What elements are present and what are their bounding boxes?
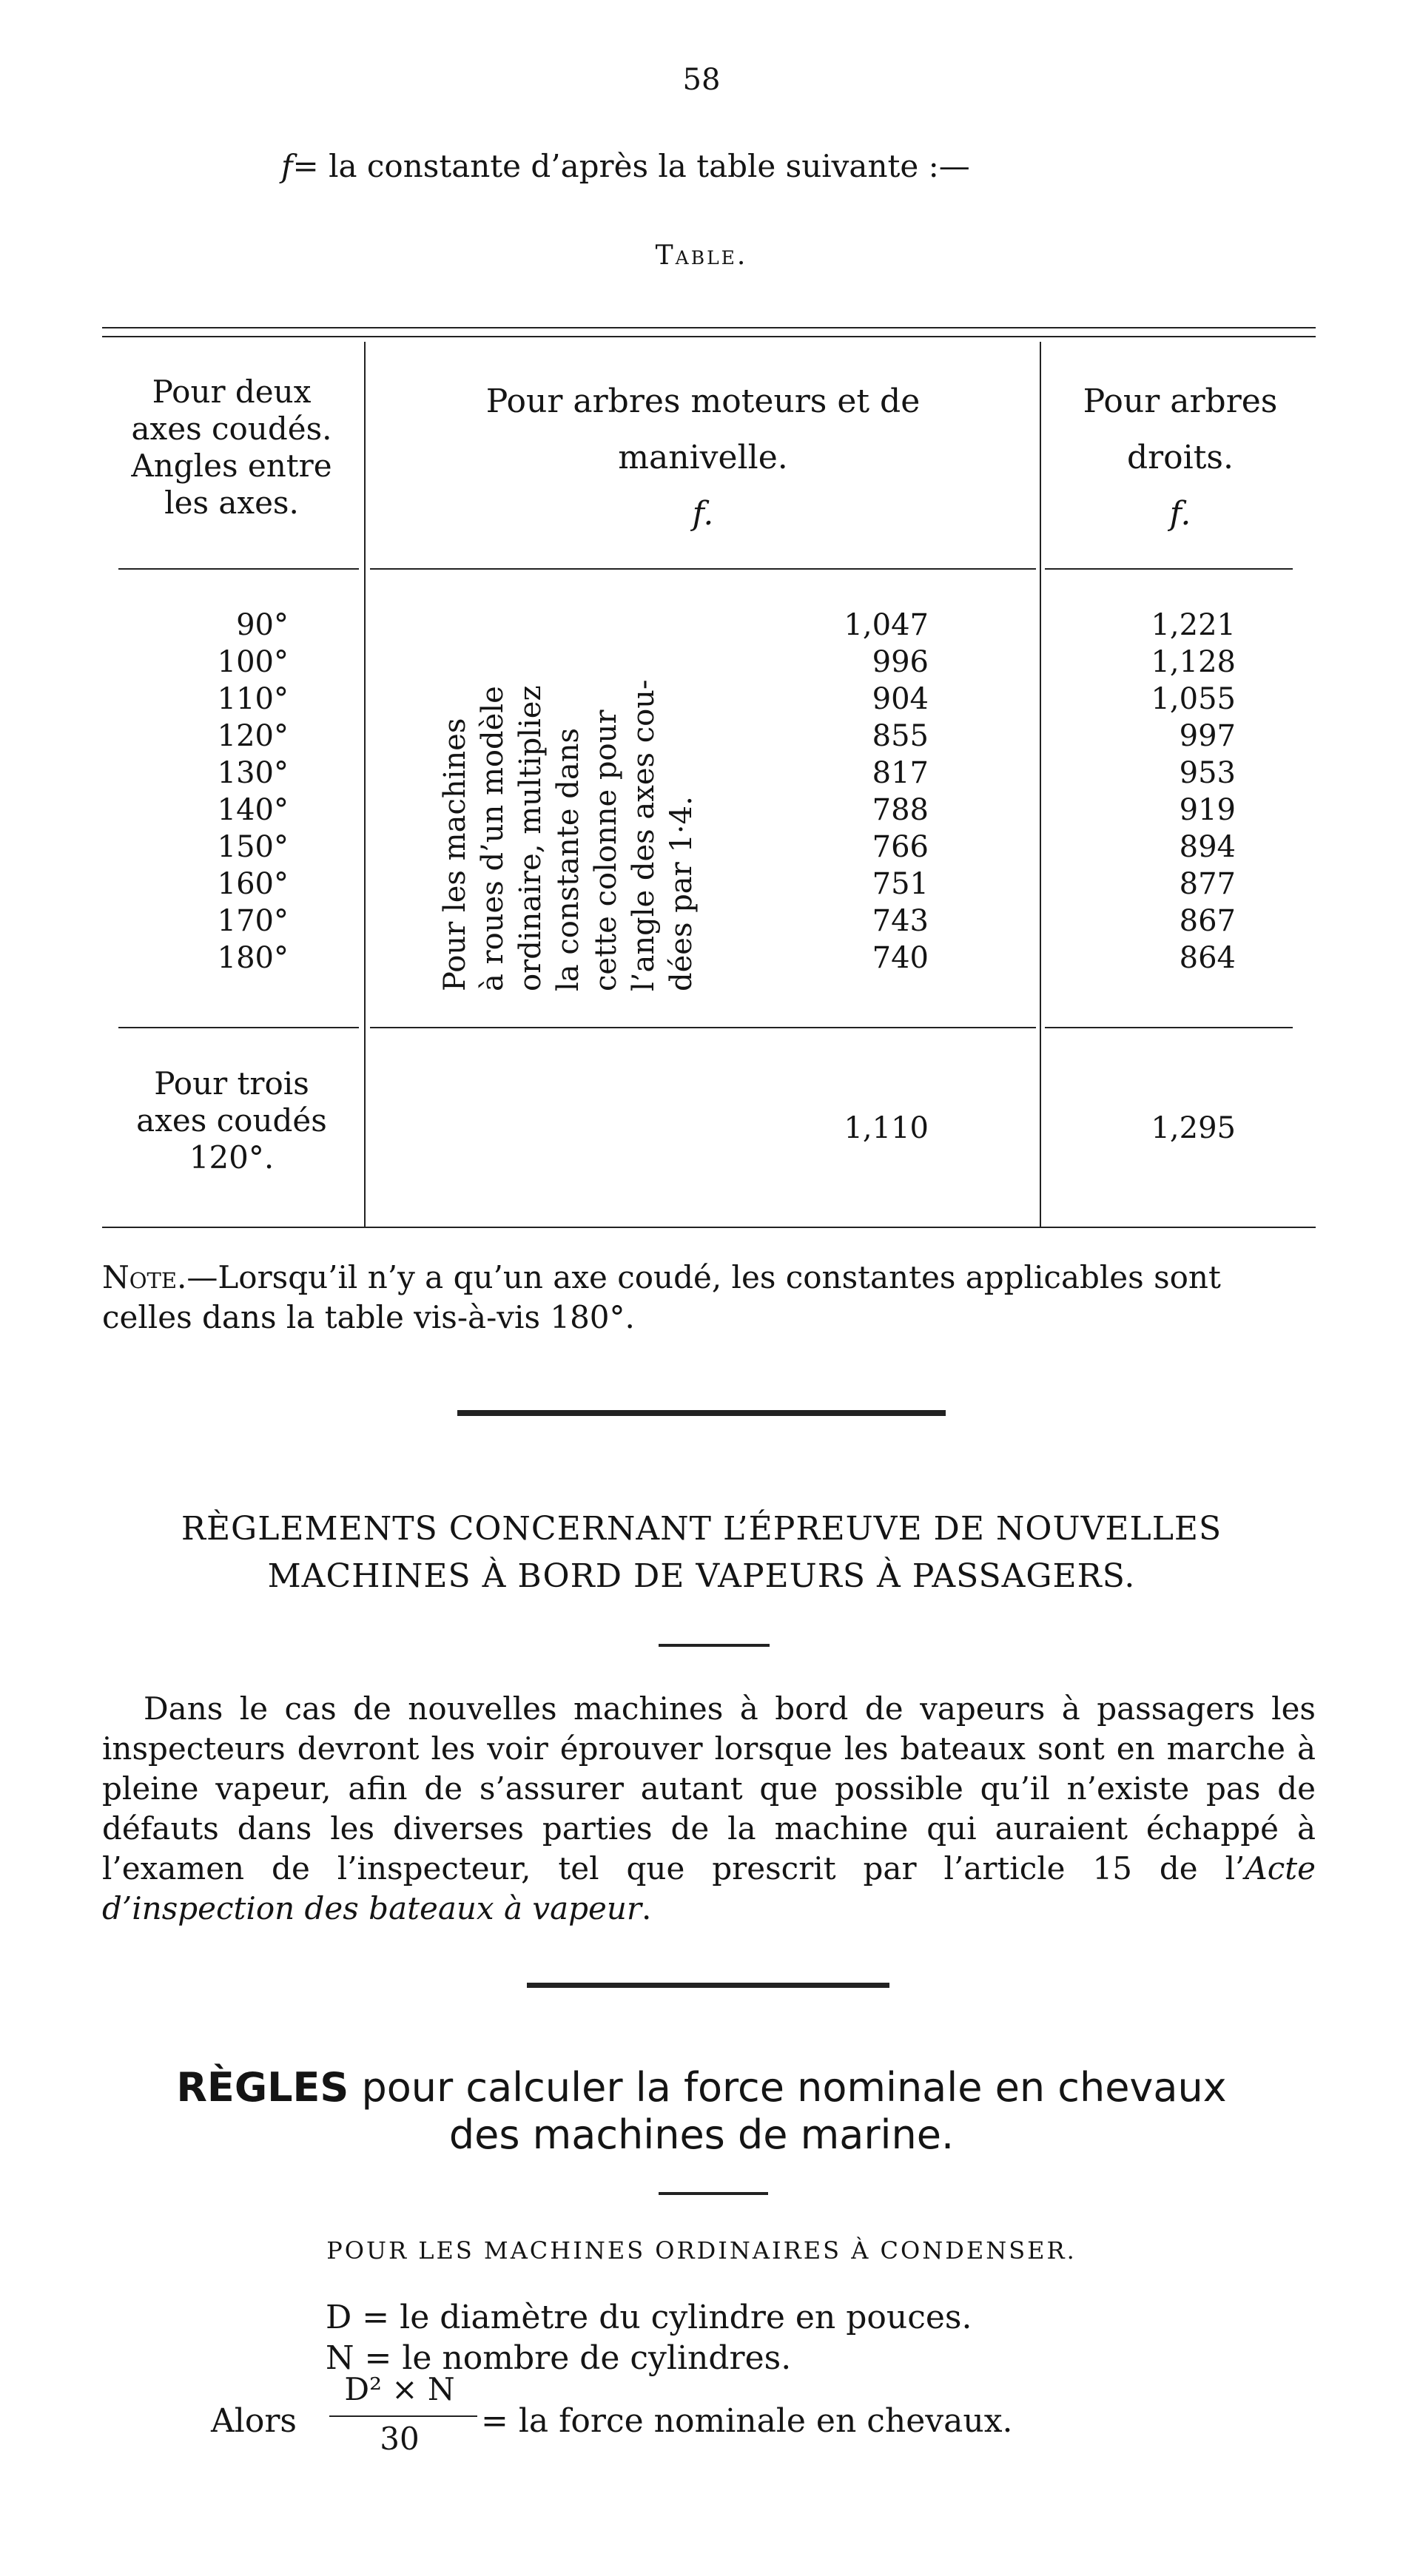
moteurs-cell: 855 — [872, 719, 929, 753]
fraction-numerator: D² × N — [344, 2371, 455, 2407]
section1-short-rule — [659, 1644, 770, 1647]
three-axes-line: axes coudés — [136, 1102, 327, 1139]
col1-header-line: les axes. — [164, 485, 299, 521]
paragraph-italic-text: Acte d’inspection des bateaux à vapeur — [102, 1850, 1316, 1926]
moteurs-cell: 817 — [872, 756, 929, 790]
moteurs-cell: 751 — [872, 867, 929, 901]
rotated-note-line: cette colonne pour — [589, 709, 623, 991]
angle-cell: 100° — [217, 645, 289, 679]
col3-header-line: Pour arbres — [1083, 382, 1278, 420]
section2-heading — [0, 2064, 1403, 2159]
rotated-note-line: ordinaire, multipliez — [514, 685, 548, 991]
three-axes-label — [102, 1065, 361, 1176]
formula-alors: Alors — [211, 2402, 297, 2440]
intro-text: = la constante d’après la table suivante :— — [292, 148, 970, 184]
section-separator-2 — [527, 1983, 889, 1988]
droits-cell: 919 — [1179, 793, 1236, 827]
droits-cell: 1,128 — [1151, 645, 1236, 679]
angle-cell: 180° — [217, 941, 289, 975]
definition-d: D = le diamètre du cylindre en pouces. — [326, 2299, 972, 2336]
moteurs-cell: 740 — [872, 941, 929, 975]
definition-n: N = le nombre de cylindres. — [326, 2339, 792, 2377]
table-bottom-rule — [102, 1227, 1316, 1228]
header-rule-col1 — [118, 568, 359, 570]
angle-column — [148, 607, 289, 977]
rotated-column-note — [437, 679, 701, 991]
col1-header-line: Pour deux — [152, 374, 312, 410]
moteurs-column — [814, 607, 929, 977]
paragraph-main-text: Dans le cas de nouvelles machines à bord de vapeurs à passagers les inspecteurs devront les voir éprouver lorsque les bateaux sont en marche à pleine vapeur, afin de s’assurer autant que possible qu’il n’existe pas de défauts dans les diverses parties de la machine qui auraient échappé à l’examen de l’inspecteur, tel que prescrit par l’article 15 de l’ — [102, 1690, 1316, 1887]
section2-heading-line1 — [0, 2064, 1403, 2111]
moteurs-cell: 904 — [872, 682, 929, 716]
formula-result: = la force nominale en chevaux. — [481, 2402, 1013, 2440]
col1-header — [102, 374, 361, 522]
table-top-rule-2 — [102, 336, 1316, 337]
three-axes-rule-col1 — [118, 1027, 359, 1028]
table-note — [102, 1258, 1316, 1338]
col3-symbol: f. — [1169, 495, 1191, 533]
moteurs-cell: 766 — [872, 830, 929, 864]
section1-paragraph — [102, 1689, 1316, 1929]
droits-cell: 1,055 — [1151, 682, 1236, 716]
three-axes-rule-col3 — [1045, 1027, 1293, 1028]
droits-cell: 997 — [1179, 719, 1236, 753]
droits-cell: 867 — [1179, 904, 1236, 938]
section1-heading — [0, 1506, 1403, 1600]
fraction-denominator: 30 — [380, 2421, 420, 2457]
rotated-note-line: la constante dans — [551, 727, 585, 991]
angle-cell: 160° — [217, 867, 289, 901]
table-divider-2 — [1040, 342, 1041, 1228]
paragraph-indent — [102, 1690, 144, 1727]
moteurs-cell: 1,047 — [844, 608, 929, 642]
angle-cell: 120° — [217, 719, 289, 753]
intro-line — [281, 148, 970, 184]
section2-heading-rest: pour calculer la force nominale en chevaux — [349, 2064, 1227, 2111]
section2-heading-line2: des machines de marine. — [448, 2111, 955, 2158]
col1-header-line: axes coudés. — [131, 411, 332, 447]
moteurs-cell: 788 — [872, 793, 929, 827]
section-separator-1 — [457, 1410, 946, 1416]
note-text: —Lorsqu’il n’y a qu’un axe coudé, les constantes applicables sont celles dans la table vis-à-vis 180°. — [102, 1259, 1221, 1335]
note-label: Note. — [102, 1259, 187, 1295]
intro-symbol: f — [281, 148, 293, 184]
droits-cell: 894 — [1179, 830, 1236, 864]
section2-short-rule — [659, 2192, 768, 2195]
section2-subheading: POUR LES MACHINES ORDINAIRES À CONDENSER. — [326, 2236, 1077, 2265]
three-axes-droits: 1,295 — [1151, 1111, 1236, 1145]
col3-header-line: droits. — [1126, 439, 1234, 476]
section1-heading-line: RÈGLEMENTS CONCERNANT L’ÉPREUVE DE NOUVELLES — [181, 1510, 1222, 1548]
table-top-rule — [102, 327, 1316, 328]
rotated-note-line: l’angle des axes cou- — [627, 679, 661, 991]
three-axes-line: 120°. — [189, 1139, 275, 1176]
rotated-note-line: à roues d’un modèle — [476, 686, 510, 991]
col3-header — [1043, 374, 1317, 542]
section2-heading-bold: RÈGLES — [176, 2064, 349, 2111]
angle-cell: 110° — [217, 682, 289, 716]
three-axes-rule-col2 — [370, 1027, 1036, 1028]
droits-cell: 953 — [1179, 756, 1236, 790]
moteurs-cell: 996 — [872, 645, 929, 679]
angle-cell: 170° — [217, 904, 289, 938]
rotated-note-line: Pour les machines — [438, 718, 472, 991]
droits-column — [1110, 607, 1236, 977]
angle-cell: 130° — [217, 756, 289, 790]
col2-symbol: f. — [692, 495, 714, 533]
col2-header-line: Pour arbres moteurs et de — [485, 382, 921, 420]
table-caption: Table. — [655, 240, 748, 271]
angle-cell: 90° — [236, 608, 289, 642]
paragraph-end: . — [642, 1890, 652, 1926]
fraction-bar — [329, 2415, 477, 2417]
droits-cell: 1,221 — [1151, 608, 1236, 642]
moteurs-cell: 743 — [872, 904, 929, 938]
droits-cell: 864 — [1179, 941, 1236, 975]
three-axes-line: Pour trois — [154, 1065, 309, 1102]
col2-header — [370, 374, 1036, 542]
col2-header-line: manivelle. — [618, 439, 788, 476]
header-rule-col3 — [1045, 568, 1293, 570]
angle-cell: 140° — [217, 793, 289, 827]
table-divider-1 — [364, 342, 366, 1228]
header-rule-col2 — [370, 568, 1036, 570]
col1-header-line: Angles entre — [131, 448, 332, 484]
rotated-note-line: dées par 1·4. — [665, 796, 699, 991]
droits-cell: 877 — [1179, 867, 1236, 901]
page-number: 58 — [682, 63, 721, 97]
three-axes-moteurs: 1,110 — [844, 1111, 929, 1145]
section1-heading-line: MACHINES À BORD DE VAPEURS À PASSAGERS. — [267, 1557, 1136, 1595]
angle-cell: 150° — [217, 830, 289, 864]
